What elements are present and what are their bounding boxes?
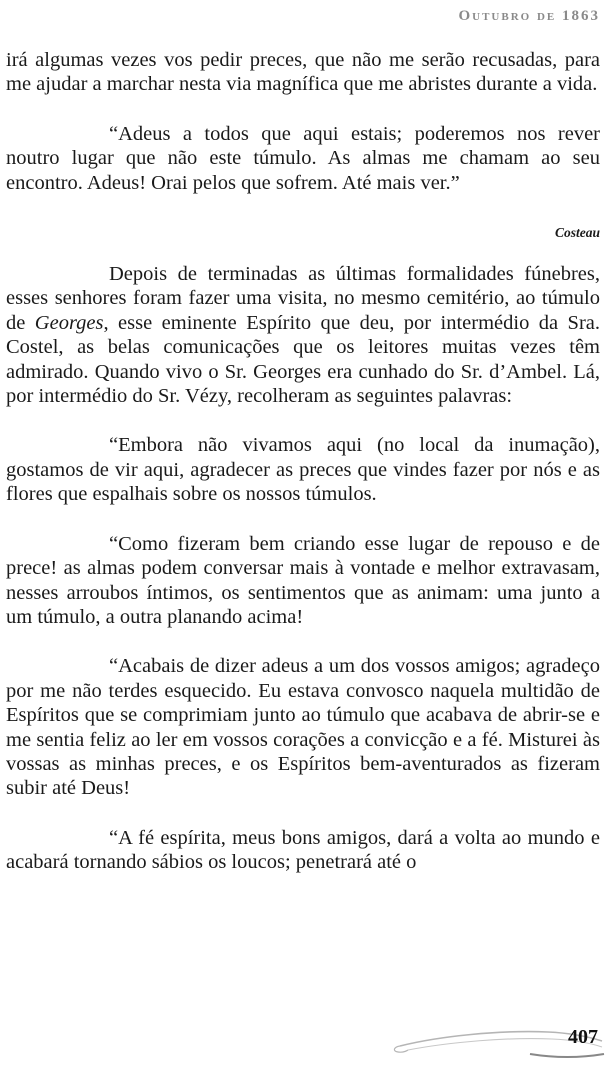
paragraph-4: “Embora não vivamos aqui (no local da inumação), gostamos de vir aqui, agradecer as preces que vindes fazer por nós e as flores que espalhais sobre os nossos túmulos. (6, 434, 600, 506)
running-head: Outubro de 1863 (458, 8, 600, 24)
page-number: 407 (568, 1026, 598, 1048)
paragraph-3 (6, 262, 600, 408)
paragraph-5: “Como fizeram bem criando esse lugar de repouso e de prece! as almas podem conversar mais à vontade e melhor extravasam, nesses arroubos íntimos, os sentimentos que as animam: uma junto a um túmulo, a outra planando acima! (6, 532, 600, 628)
paragraph-6: “Acabais de dizer adeus a um dos vossos amigos; agradeço por me não terdes esquecido. Eu estava convosco naquela multidão de Espíritos que se comprimiam junto ao túmulo que acabava de abrir-se e me sentia feliz ao ler em vossos corações a convicção e a fé. Misturei às vossas as minhas preces, e os Espíritos bem-aventurados as fizeram subir até Deus! (6, 655, 600, 800)
paragraph-7: “A fé espírita, meus bons amigos, dará a volta ao mundo e acabará tornando sábios os loucos; penetrará até o (6, 826, 600, 874)
page-body (6, 48, 600, 875)
paragraph-3-text-b: , esse eminente Espírito que deu, por intermédio da Sra. Costel, as belas comunicações que os leitores muitas vezes têm admirado. Quando vivo o Sr. Georges era cunhado do Sr. d’Ambel. Lá, por intermédio do Sr. Vézy, recolheram as seguintes palavras: (6, 311, 600, 408)
paragraph-3-text-a: Depois de terminadas as últimas formalidades fúnebres, esses senhores foram fazer uma visita, no mesmo cemitério, ao túmulo de (6, 263, 600, 334)
page-footer (380, 1006, 606, 1066)
paragraph-1: irá algumas vezes vos pedir preces, que não me serão recusadas, para me ajudar a marchar nesta via magnífica que me abristes durante a vida. (6, 49, 600, 96)
paragraph-3-name: Georges (34, 311, 104, 334)
paragraph-2: “Adeus a todos que aqui estais; poderemos nos rever noutro lugar que não este túmulo. As almas me chamam ao seu encontro. Adeus! Orai pelos que sofrem. Até mais ver.” (6, 122, 600, 194)
signature: Costeau (554, 225, 600, 241)
